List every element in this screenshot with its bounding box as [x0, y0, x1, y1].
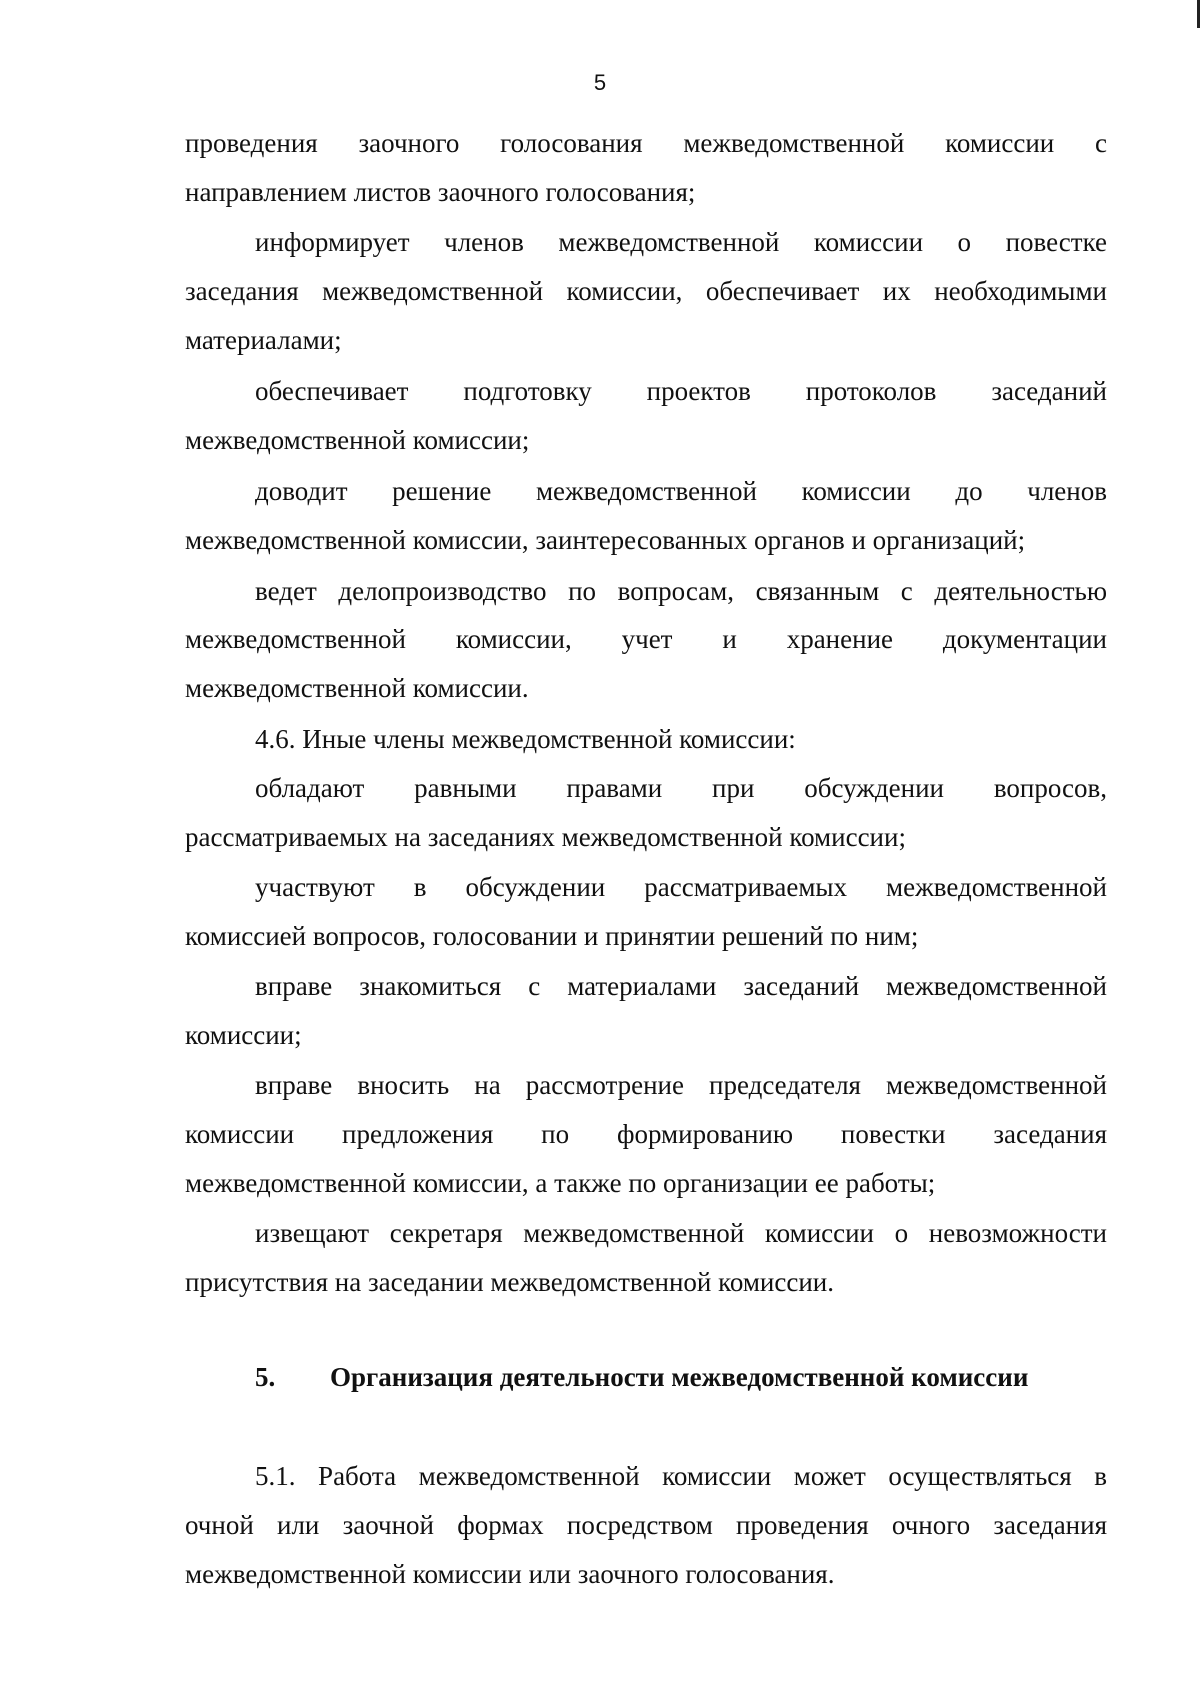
paragraph-line: вправе вносить на рассмотрение председателя межведомственной [255, 1070, 1107, 1100]
paragraph-line: доводит решение межведомственной комиссии до членов [255, 476, 1107, 506]
paragraph-line: межведомственной комиссии. [185, 673, 529, 703]
page-number: 5 [593, 70, 607, 95]
paragraph-line: межведомственной комиссии или заочного голосования. [185, 1559, 835, 1589]
paragraph-line: ведет делопроизводство по вопросам, связанным с деятельностью [255, 576, 1107, 606]
paragraph-line: обладают равными правами при обсуждении вопросов, [255, 773, 1107, 803]
paragraph-line: межведомственной комиссии, учет и хранение документации [185, 624, 1107, 654]
paragraph-line: комиссией вопросов, голосовании и принятии решений по ним; [185, 921, 919, 951]
section-title: Организация деятельности межведомственной комиссии [330, 1362, 1029, 1392]
paragraph-line: вправе знакомиться с материалами заседаний межведомственной [255, 971, 1107, 1001]
paragraph-line: межведомственной комиссии, а также по организации ее работы; [185, 1168, 936, 1198]
paragraph-line: межведомственной комиссии; [185, 425, 530, 455]
paragraph-line: участвуют в обсуждении рассматриваемых межведомственной [255, 872, 1107, 902]
paragraph-line: очной или заочной формах посредством проведения очного заседания [185, 1510, 1107, 1540]
paragraph-line: рассматриваемых на заседаниях межведомственной комиссии; [185, 822, 906, 852]
paragraph-line: направлением листов заочного голосования; [185, 177, 696, 207]
section-number: 5. [255, 1362, 276, 1392]
paragraph-line: комиссии предложения по формированию повестки заседания [185, 1119, 1107, 1149]
paragraph-line: 5.1. Работа межведомственной комиссии может осуществляться в [255, 1461, 1107, 1491]
paragraph-line: информирует членов межведомственной комиссии о повестке [255, 227, 1107, 257]
paragraph-line: обеспечивает подготовку проектов протоколов заседаний [255, 376, 1107, 406]
paragraph-line: 4.6. Иные члены межведомственной комиссии: [255, 724, 796, 754]
paragraph-line: извещают секретаря межведомственной комиссии о невозможности [255, 1218, 1107, 1248]
paragraph-line: заседания межведомственной комиссии, обеспечивает их необходимыми [185, 276, 1107, 306]
paragraph-line: комиссии; [185, 1020, 302, 1050]
paragraph-line: межведомственной комиссии, заинтересованных органов и организаций; [185, 525, 1026, 555]
paragraph-line: присутствия на заседании межведомственной комиссии. [185, 1267, 834, 1297]
section-heading [255, 1360, 1115, 1394]
paragraph-line: материалами; [185, 325, 342, 355]
paragraph-line: проведения заочного голосования межведомственной комиссии с [185, 128, 1107, 158]
